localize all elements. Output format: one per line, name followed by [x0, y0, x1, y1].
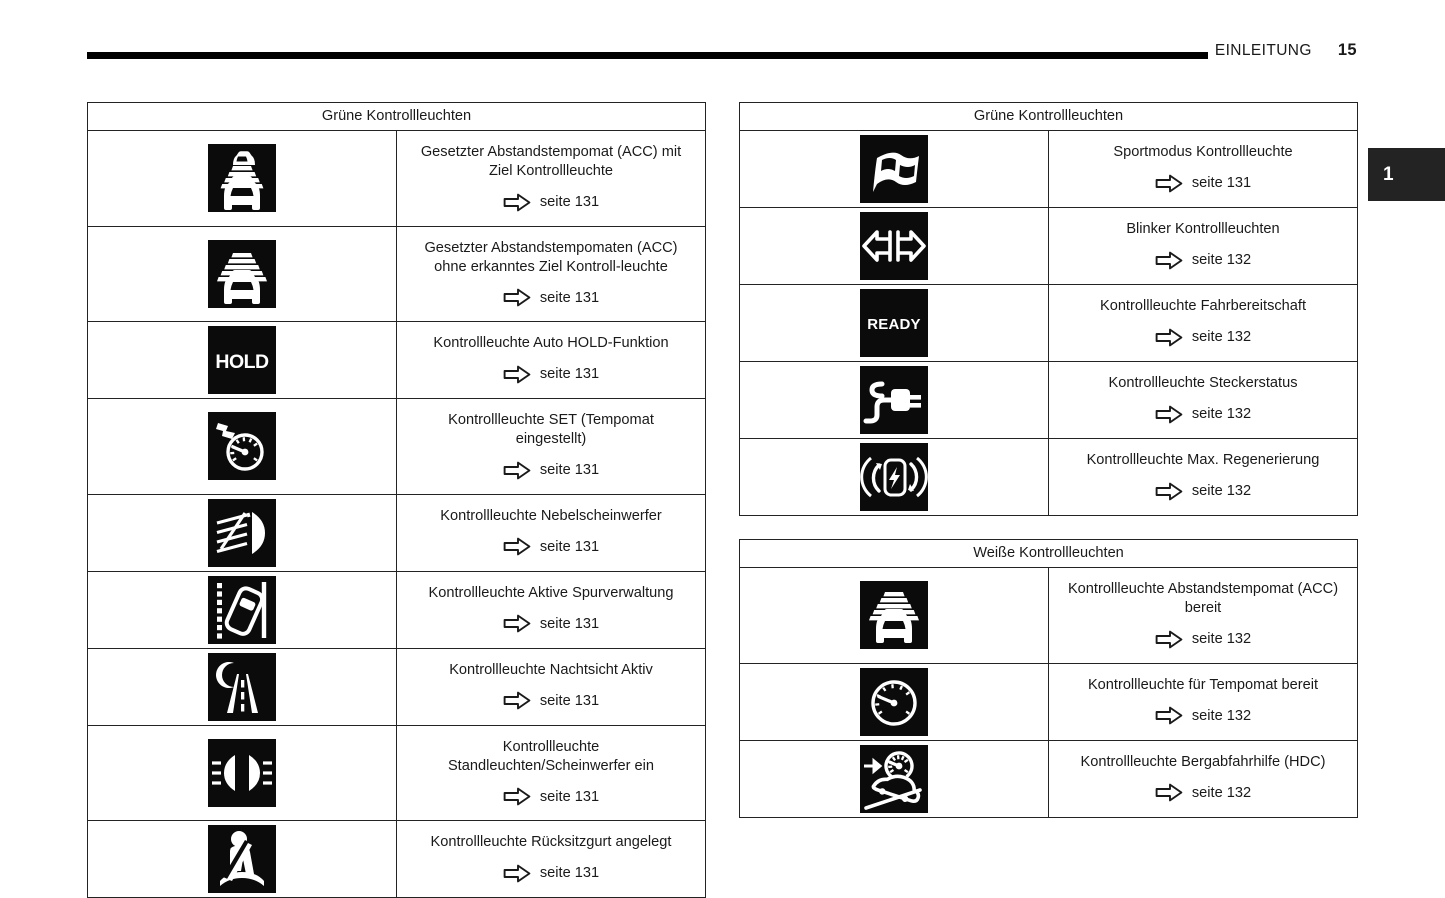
page-reference	[1065, 783, 1341, 802]
page-reference-label: seite 131	[540, 290, 599, 306]
description-cell	[1049, 362, 1358, 439]
page-reference-label: seite 132	[1192, 329, 1251, 345]
right-arrow-icon	[1155, 328, 1183, 347]
left-column	[87, 102, 706, 898]
table-row	[88, 571, 706, 648]
right-arrow-icon	[1155, 174, 1183, 193]
right-arrow-icon	[503, 193, 531, 212]
lamp-description: Kontrollleuchte Abstandstempomat (ACC) bereit	[1065, 580, 1341, 619]
icon-cell	[740, 568, 1049, 664]
page-reference	[1065, 706, 1341, 725]
icon-cell	[740, 362, 1049, 439]
table-title: Grüne Kontrollleuchten	[740, 103, 1358, 131]
page-title: EINLEITUNG	[1215, 42, 1312, 60]
icon-cell	[88, 725, 397, 821]
table-row	[740, 285, 1358, 362]
description-cell	[1049, 740, 1358, 817]
table-title: Weiße Kontrollleuchten	[740, 540, 1358, 568]
table-row	[740, 568, 1358, 664]
lamp-description: Kontrollleuchte Auto HOLD-Funktion	[413, 334, 689, 353]
table-row	[740, 663, 1358, 740]
page-reference	[413, 365, 689, 384]
right-arrow-icon	[503, 691, 531, 710]
lamp-description: Gesetzter Abstandstempomat (ACC) mit Ziel Kontrollleuchte	[413, 143, 689, 182]
page-reference-label: seite 131	[540, 693, 599, 709]
page-reference-label: seite 131	[540, 865, 599, 881]
table-row	[88, 322, 706, 399]
icon-cell	[740, 663, 1049, 740]
max-regen-icon	[860, 443, 928, 511]
sport-mode-flag-icon	[860, 135, 928, 203]
acc-set-no-target-icon	[208, 240, 276, 308]
icon-cell	[740, 131, 1049, 208]
page-reference-label: seite 131	[540, 539, 599, 555]
table-row	[740, 131, 1358, 208]
page-reference	[1065, 405, 1341, 424]
cruise-set-icon	[208, 412, 276, 480]
page-reference-label: seite 131	[540, 616, 599, 632]
svg-text:READY: READY	[867, 316, 921, 333]
table-row	[88, 399, 706, 495]
table-title: Grüne Kontrollleuchten	[88, 103, 706, 131]
lamp-description: Sportmodus Kontrollleuchte	[1065, 143, 1341, 162]
description-cell	[397, 571, 706, 648]
lamp-description: Kontrollleuchte Steckerstatus	[1065, 374, 1341, 393]
right-arrow-icon	[503, 787, 531, 806]
description-cell	[397, 226, 706, 322]
right-arrow-icon	[1155, 630, 1183, 649]
lamp-description: Blinker Kontrollleuchten	[1065, 220, 1341, 239]
icon-cell	[740, 208, 1049, 285]
table-row	[740, 208, 1358, 285]
acc-set-with-target-icon	[208, 144, 276, 212]
page-reference-label: seite 131	[1192, 175, 1251, 191]
ready-icon	[860, 289, 928, 357]
fog-lamp-icon	[208, 499, 276, 567]
lamp-table	[739, 539, 1358, 818]
cruise-ready-icon	[860, 668, 928, 736]
turn-signal-icon	[860, 212, 928, 280]
page-reference-label: seite 132	[1192, 406, 1251, 422]
description-cell	[397, 725, 706, 821]
page-reference	[1065, 251, 1341, 270]
icon-cell	[88, 226, 397, 322]
description-cell	[397, 131, 706, 227]
description-cell	[1049, 131, 1358, 208]
page-reference	[413, 461, 689, 480]
right-arrow-icon	[503, 864, 531, 883]
lane-management-icon	[208, 576, 276, 644]
page-header	[0, 0, 1445, 80]
icon-cell	[88, 131, 397, 227]
chapter-tab-label: 1	[1383, 164, 1394, 186]
table-row	[740, 740, 1358, 817]
auto-hold-icon	[208, 326, 276, 394]
icon-cell	[740, 285, 1049, 362]
icon-cell	[88, 494, 397, 571]
page-reference	[1065, 482, 1341, 501]
description-cell	[397, 399, 706, 495]
svg-text:HOLD: HOLD	[215, 351, 269, 373]
lamp-description: Kontrollleuchte Nebelscheinwerfer	[413, 507, 689, 526]
lamp-table	[87, 102, 706, 898]
plug-status-icon	[860, 366, 928, 434]
right-arrow-icon	[1155, 783, 1183, 802]
table-row	[740, 362, 1358, 439]
table-row	[88, 648, 706, 725]
page-reference-label: seite 131	[540, 462, 599, 478]
table-row	[88, 725, 706, 821]
right-arrow-icon	[1155, 405, 1183, 424]
page-number: 15	[1338, 41, 1357, 60]
description-cell	[397, 322, 706, 399]
page-reference	[413, 864, 689, 883]
page-reference-label: seite 132	[1192, 483, 1251, 499]
page-reference	[413, 787, 689, 806]
description-cell	[397, 648, 706, 725]
page-reference-label: seite 132	[1192, 631, 1251, 647]
icon-cell	[88, 821, 397, 898]
lamp-description: Kontrollleuchte Nachtsicht Aktiv	[413, 661, 689, 680]
lamp-table	[739, 102, 1358, 516]
right-column	[739, 102, 1358, 818]
right-arrow-icon	[1155, 251, 1183, 270]
table-row	[88, 821, 706, 898]
acc-ready-icon	[860, 581, 928, 649]
table-row	[88, 226, 706, 322]
page-reference-label: seite 132	[1192, 708, 1251, 724]
description-cell	[1049, 568, 1358, 664]
right-arrow-icon	[503, 537, 531, 556]
lamp-description: Kontrollleuchte Max. Regenerierung	[1065, 451, 1341, 470]
description-cell	[1049, 663, 1358, 740]
description-cell	[397, 494, 706, 571]
page-reference	[1065, 328, 1341, 347]
page-reference	[413, 537, 689, 556]
page-reference	[413, 193, 689, 212]
right-arrow-icon	[503, 461, 531, 480]
lamp-description: Gesetzter Abstandstempomaten (ACC) ohne erkanntes Ziel Kontroll-leuchte	[413, 239, 689, 278]
description-cell	[1049, 439, 1358, 516]
page-reference	[1065, 174, 1341, 193]
icon-cell	[740, 439, 1049, 516]
page-reference-label: seite 132	[1192, 785, 1251, 801]
description-cell	[397, 821, 706, 898]
page-reference-label: seite 131	[540, 194, 599, 210]
lamp-description: Kontrollleuchte für Tempomat bereit	[1065, 676, 1341, 695]
page-reference	[1065, 630, 1341, 649]
right-arrow-icon	[503, 614, 531, 633]
table-row	[88, 494, 706, 571]
rear-seatbelt-icon	[208, 825, 276, 893]
page-reference	[413, 614, 689, 633]
hill-descent-icon	[860, 745, 928, 813]
header-text-group	[1215, 41, 1357, 60]
page-reference-label: seite 132	[1192, 252, 1251, 268]
page-reference-label: seite 131	[540, 366, 599, 382]
lamp-description: Kontrollleuchte Aktive Spurverwaltung	[413, 584, 689, 603]
lamp-description: Kontrollleuchte SET (Tempomat eingestellt)	[413, 411, 689, 450]
right-arrow-icon	[503, 288, 531, 307]
icon-cell	[88, 648, 397, 725]
page-reference	[413, 691, 689, 710]
table-row	[88, 131, 706, 227]
description-cell	[1049, 285, 1358, 362]
right-arrow-icon	[1155, 482, 1183, 501]
lamp-description: Kontrollleuchte Fahrbereitschaft	[1065, 297, 1341, 316]
icon-cell	[740, 740, 1049, 817]
icon-cell	[88, 571, 397, 648]
page-reference	[413, 288, 689, 307]
right-arrow-icon	[503, 365, 531, 384]
chapter-tab	[1368, 148, 1445, 201]
page-reference-label: seite 131	[540, 789, 599, 805]
icon-cell	[88, 399, 397, 495]
lamp-description: Kontrollleuchte Rücksitzgurt angelegt	[413, 833, 689, 852]
night-vision-icon	[208, 653, 276, 721]
table-row	[740, 439, 1358, 516]
icon-cell	[88, 322, 397, 399]
description-cell	[1049, 208, 1358, 285]
header-rule	[87, 52, 1208, 59]
right-arrow-icon	[1155, 706, 1183, 725]
parking-headlamp-icon	[208, 739, 276, 807]
lamp-description: Kontrollleuchte Bergabfahrhilfe (HDC)	[1065, 753, 1341, 772]
lamp-description: Kontrollleuchte Standleuchten/Scheinwerfer ein	[413, 738, 689, 777]
